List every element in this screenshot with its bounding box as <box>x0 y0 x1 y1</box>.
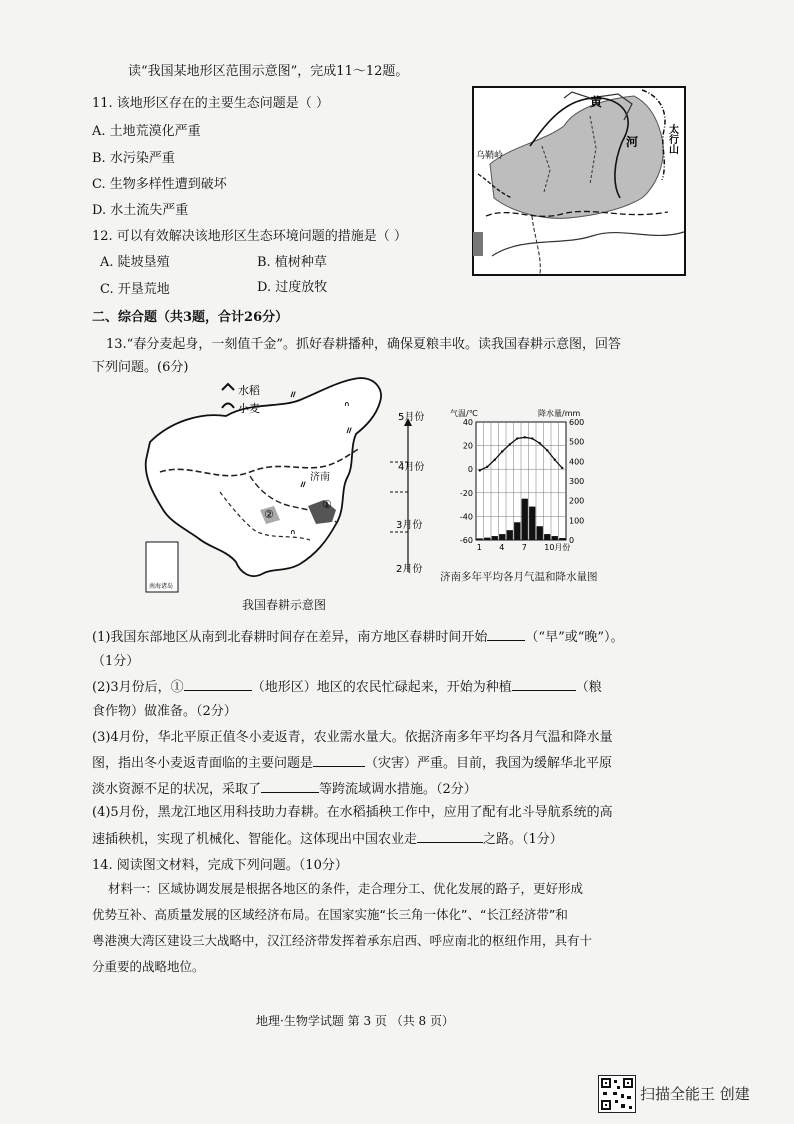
china-map-label-jinan: 济南 <box>310 472 330 483</box>
answer-blank-1[interactable] <box>487 626 525 641</box>
precip-tick-label: 600 <box>569 418 585 427</box>
q13-stem-line2: 下列问题。(6分) <box>92 360 189 375</box>
wheat-symbol-icon-2: ᐥ <box>346 426 353 442</box>
q13-part3-line3 <box>92 778 477 800</box>
temp-point <box>501 450 503 452</box>
q11-option-b: B. 水污染严重 <box>92 151 175 166</box>
month-label-march: 3月份 <box>396 520 423 531</box>
month-label-february: 2月份 <box>396 564 423 575</box>
q12-option-a: A. 陡坡垦殖 <box>100 255 170 270</box>
temp-tick-label: -40 <box>459 512 473 522</box>
scanner-watermark: 扫描全能王 创建 <box>640 1085 750 1103</box>
south-sea-inset-label: 南海诸岛 <box>149 583 174 590</box>
precip-tick-label: 0 <box>569 536 575 545</box>
q13-part4-line1: (4)5月份，黑龙江地区用科技助力春耕。在水稻插秧工作中，应用了配有北斗导航系统的高 <box>92 805 613 820</box>
temp-point <box>539 442 541 444</box>
temp-point <box>561 467 563 469</box>
q13-part1-text: (1)我国东部地区从南到北春耕时间存在差异，南方地区春耕时间开始 <box>92 630 488 645</box>
q14-material-line4: 分重要的战略地位。 <box>92 959 205 974</box>
q14-material-line1: 材料一：区域协调发展是根据各地区的条件，走合理分工、优化发展的路子，更好形成 <box>108 881 584 896</box>
precip-bar <box>537 526 543 540</box>
answer-blank-2[interactable] <box>184 676 252 691</box>
precip-bar <box>544 534 550 540</box>
q13-part3-line2 <box>92 752 612 774</box>
region-map-label-huang: 黄 <box>590 95 603 109</box>
answer-blank-6[interactable] <box>417 828 483 843</box>
section2-heading: 二、综合题（共3题，合计26分） <box>92 310 289 325</box>
temp-tick-label: 40 <box>462 418 473 427</box>
region-map <box>472 86 686 276</box>
precip-bar <box>492 536 498 540</box>
temp-point <box>546 449 548 451</box>
wheat-symbol-icon-3: ᐥ <box>300 480 307 496</box>
q11-12-intro: 读“我国某地形区范围示意图”，完成11～12题。 <box>128 64 409 79</box>
legend-wheat-icon <box>222 404 234 409</box>
month-label-april: 4月份 <box>398 462 425 473</box>
temp-point <box>554 459 556 461</box>
temp-point <box>486 466 488 468</box>
china-spring-plowing-map <box>140 372 440 602</box>
temp-point <box>531 437 533 439</box>
climate-chart <box>440 404 602 570</box>
q11-option-d: D. 水土流失严重 <box>92 203 189 218</box>
precip-tick-label: 100 <box>569 516 585 526</box>
q14-stem: 14. 阅读图文材料，完成下列问题。（10分） <box>92 858 348 873</box>
wheat-symbol-icon: ᐥ <box>290 390 297 406</box>
climate-chart-temp-label: 气温/℃ <box>450 409 478 418</box>
temp-point <box>479 469 481 471</box>
month-label-may: 5月份 <box>398 412 425 423</box>
q13-part2-text: (2)3月份后，① <box>92 680 184 695</box>
q13-part3-text-d: 淡水资源不足的状况，采取了 <box>92 782 262 797</box>
q13-part2-text-b: （地形区）地区的农民忙碌起来，开始为种植 <box>251 680 512 695</box>
qr-code-icon <box>598 1075 636 1113</box>
answer-blank-5[interactable] <box>261 778 319 793</box>
q13-part1-text-b: （“早”或“晚”）。 <box>525 630 624 645</box>
month-tick-label: 4 <box>499 543 505 552</box>
month-tick-label: 10月份 <box>544 543 571 552</box>
china-map-caption: 我国春耕示意图 <box>242 598 327 612</box>
q13-part3-line1: (3)4月份，华北平原正值冬小麦返青，农业需水量大。依据济南多年平均各月气温和降水量 <box>92 730 613 745</box>
month-tick-label: 7 <box>521 543 527 552</box>
answer-blank-3[interactable] <box>512 676 576 691</box>
precip-tick-label: 300 <box>569 477 585 486</box>
temp-point <box>524 436 526 438</box>
temp-tick-label: -60 <box>459 536 473 545</box>
q13-part4-text-b: 速插秧机，实现了机械化、智能化。这体现出中国农业走 <box>92 832 418 847</box>
q11-option-c: C. 生物多样性遭到破坏 <box>92 177 227 192</box>
legend-rice-icon <box>222 384 234 390</box>
q13-part3-text-b: 图，指出冬小麦返青面临的主要问题是 <box>92 756 314 771</box>
q13-part4-text-c: 之路。（1分） <box>483 832 563 847</box>
climate-chart-grid <box>476 422 566 540</box>
q13-part3-text-c: （灾害）严重。目前，我国为缓解华北平原 <box>365 756 613 771</box>
precip-bar <box>507 530 513 540</box>
precip-bar <box>514 522 520 540</box>
answer-blank-4[interactable] <box>313 752 365 767</box>
page-footer: 地理·生物学试题 第 3 页 （共 8 页） <box>256 1014 454 1028</box>
temp-tick-label: 0 <box>467 465 473 475</box>
temp-point <box>494 459 496 461</box>
precip-bar <box>559 538 565 540</box>
temp-point <box>516 437 518 439</box>
month-tick-label: 1 <box>476 543 482 552</box>
precip-bar <box>499 534 505 540</box>
temp-tick-label: -20 <box>459 488 473 498</box>
q13-part2-line2: 食作物）做准备。（2分） <box>92 704 237 719</box>
precip-bar <box>552 536 558 540</box>
region-map-label-taihang: 太行山 <box>666 124 678 154</box>
legend-wheat-label: 小麦 <box>238 402 260 415</box>
rice-symbol-icon: ᐢ <box>344 400 350 416</box>
temp-tick-label: 20 <box>462 441 473 451</box>
climate-chart-caption: 济南多年平均各月气温和降水量图 <box>440 571 598 583</box>
climate-chart-precip-label: 降水量/mm <box>538 409 581 418</box>
temp-point <box>509 443 511 445</box>
q12-option-d: D. 过度放牧 <box>257 280 328 295</box>
precip-bar <box>522 499 528 540</box>
precip-bar <box>477 538 483 540</box>
q13-part4-line2 <box>92 828 563 850</box>
q11-option-a: A. 土地荒漠化严重 <box>92 124 201 139</box>
china-map-label-2: ② <box>264 508 274 521</box>
q11-stem: 11. 该地形区存在的主要生态问题是（ ） <box>92 96 329 111</box>
q13-part2-text-c: （粮 <box>575 680 602 695</box>
q13-part2 <box>92 676 602 698</box>
precip-bar <box>484 538 490 540</box>
q13-part3-text-e: 等跨流域调水措施。（2分） <box>319 782 477 797</box>
precip-bar <box>529 507 535 540</box>
precip-tick-label: 500 <box>569 437 585 447</box>
precip-tick-label: 200 <box>569 496 585 506</box>
q13-stem-line1: 13.“春分麦起身，一刻值千金”。抓好春耕播种，确保夏粮丰收。读我国春耕示意图，回答 <box>106 337 621 352</box>
china-map-label-1: ① <box>322 498 332 511</box>
q14-material-line2: 优势互补、高质量发展的区域经济布局。在国家实施“长三角一体化”、“长江经济带”和 <box>92 907 568 922</box>
q13-part1 <box>92 626 624 648</box>
q13-part1-score: （1分） <box>92 654 140 669</box>
legend-rice-label: 水稻 <box>238 384 260 397</box>
rice-symbol-icon-2: ᐢ <box>290 528 296 544</box>
q14-material-line3: 粤港澳大湾区建设三大战略中，汉江经济带发挥着承东启西、呼应南北的枢纽作用，具有十 <box>92 933 593 948</box>
q12-option-b: B. 植树种草 <box>257 255 327 270</box>
region-map-label-he: 河 <box>626 135 639 149</box>
precip-tick-label: 400 <box>569 457 585 467</box>
q12-option-c: C. 开垦荒地 <box>100 282 170 297</box>
q12-stem: 12. 可以有效解决该地形区生态环境问题的措施是（ ） <box>92 229 407 244</box>
region-map-label-wushaoling: 乌鞘岭 <box>476 151 504 161</box>
